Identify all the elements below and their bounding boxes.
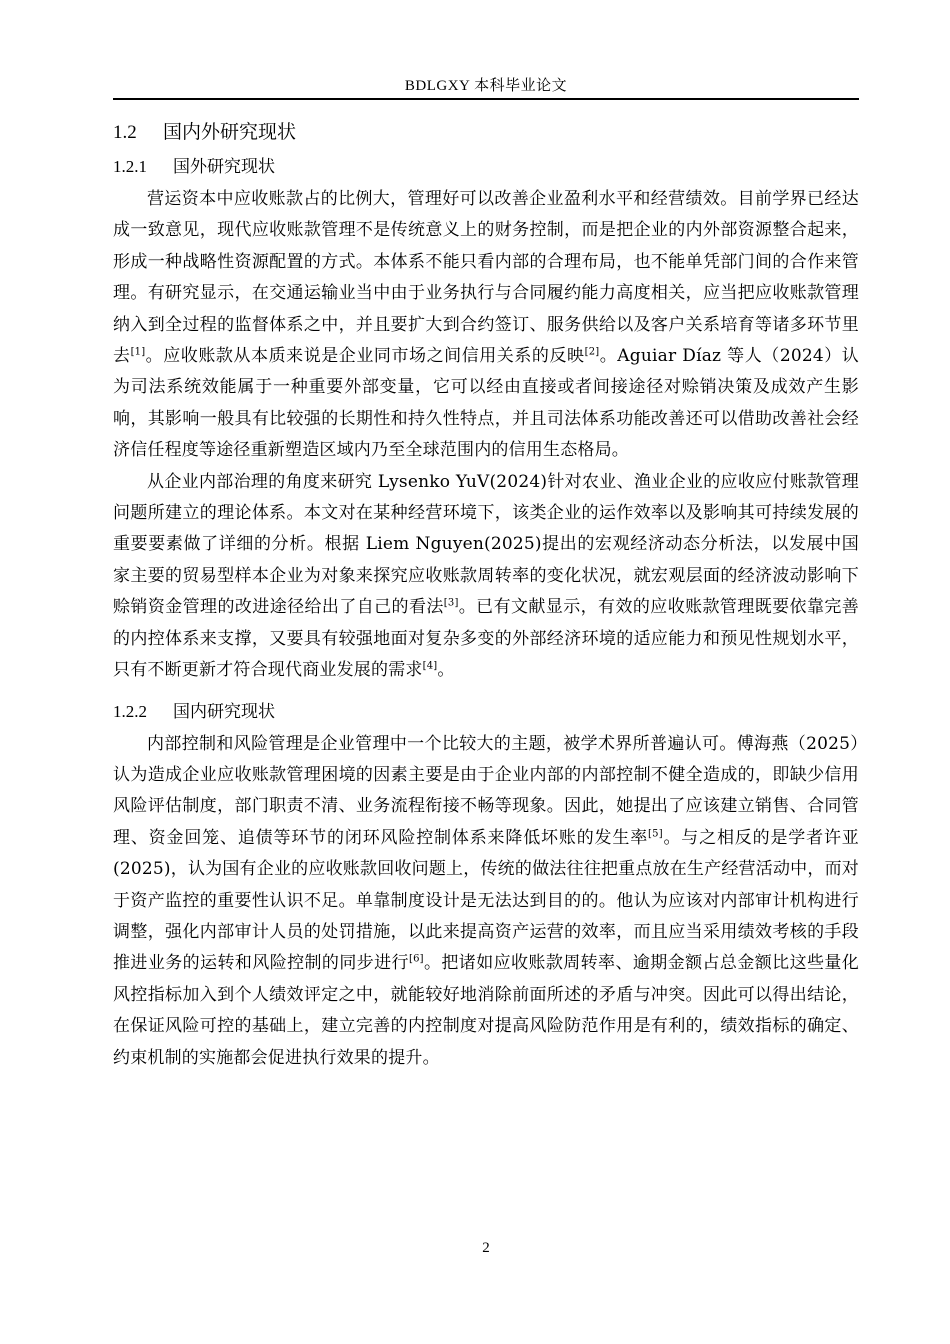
section-number: 1.2 xyxy=(113,122,137,143)
text-run: 营运资本中应收账款占的比例大，管理好可以改善企业盈利水平和经营绩效。目前学界已经达成一致意见，现代应收账款管理不是传统意义上的财务控制，而是把企业的内外部资源整合起来，形成一种战略性资源配置的方式。本体系不能只看内部的合理布局，也不能单凭部门间的合作来管理。有研究显示，在交通运输业当中由于业务执行与合同履约能力高度相关，应当把应收账款管理纳入到全过程的监督体系之中，并且要扩大到合约签订、服务供给以及客户关系培育等诸多环节里去 xyxy=(113,189,859,367)
text-run: 。把诸如应收账款周转率、逾期金额占总金额比这些量化风控指标加入到个人绩效评定之中，就能较好地消除前面所述的矛盾与冲突。因此可以得出结论，在保证风险可控的基础上，建立完善的内控制度对提高风险防范作用是有利的，绩效指标的确定、约束机制的实施都会促进执行效果的提升。 xyxy=(113,953,860,1068)
text-run: 。与之相反的是学者许亚(2025)，认为国有企业的应收账款回收问题上，传统的做法往往把重点放在生产经营活动中，而对于资产监控的重要性认识不足。单靠制度设计是无法达到目的的。他认为应该对内部审计机构进行调整，强化内部审计人员的处罚措施，以此来提高资产运营的效率，而且应当采用绩效考核的手段推进业务的运转和风险控制的同步进行 xyxy=(113,827,859,974)
section-heading xyxy=(113,114,859,150)
citation: [6] xyxy=(408,953,424,965)
citation: [2] xyxy=(584,346,600,358)
subsection-title: 国外研究现状 xyxy=(173,157,275,177)
text-run: 。已有文献显示，有效的应收账款管理既要依靠完善的内控体系来支撑，又要具有较强地面对复杂多变的外部经济环境的适应能力和预见性规划水平，只有不断更新才符合现代商业发展的需求 xyxy=(113,597,859,681)
text-run: 。应收账款从本质来说是企业同市场之间信用关系的反映 xyxy=(145,346,585,367)
subsection-heading xyxy=(113,695,859,729)
citation: [3] xyxy=(443,597,459,609)
subsection-heading xyxy=(113,150,859,184)
text-run: 。 xyxy=(437,660,455,681)
text-run: 。Aguiar Díaz 等人（2024）认为司法系统效能属于一种重要外部变量，它可以经由直接或者间接途径对赊销决策及成效产生影响，其影响一般具有比较强的长期性和持久性特点，并且司法体系功能改善还可以借助改善社会经济信任程度等途径重新塑造区域内乃至全球范围内的信用生态格局。 xyxy=(113,346,860,461)
text-run: 内部控制和风险管理是企业管理中一个比较大的主题，被学术界所普遍认可。傅海燕（2025）认为造成企业应收账款管理困境的因素主要是由于企业内部的内部控制不健全造成的，即缺少信用风险评估制度，部门职责不清、业务流程衔接不畅等现象。因此，她提出了应该建立销售、合同管理、资金回笼、追债等环节的闭环风险控制体系来降低坏账的发生率 xyxy=(113,733,859,848)
page-number: 2 xyxy=(482,1240,490,1256)
section-title: 国内外研究现状 xyxy=(163,121,297,143)
subsection-title: 国内研究现状 xyxy=(173,701,275,722)
paragraph xyxy=(113,729,859,1074)
text-run: 从企业内部治理的角度来研究 Lysenko YuV(2024)针对农业、渔业企业的应收应付账款管理问题所建立的理论体系。本文对在某种经营环境下，该类企业的运作效率以及影响其可持续发展的重要要素做了详细的分析。根据 Liem Nguyen(2025)提出的宏观经济动态分析法，以发展中国家主要的贸易型样本企业为对象来探究应收账款周转率的变化状况，就宏观层面的经济波动影响下赊销资金管理的改进途径给出了自己的看法 xyxy=(113,471,859,618)
header-divider xyxy=(113,98,859,100)
citation: [4] xyxy=(422,660,438,672)
page-content xyxy=(113,114,859,1074)
paragraph xyxy=(113,184,859,467)
running-header: BDLGXY 本科毕业论文 xyxy=(404,78,568,94)
citation: [1] xyxy=(130,346,146,358)
paragraph xyxy=(113,467,859,687)
subsection-number: 1.2.1 xyxy=(113,157,147,176)
citation: [5] xyxy=(648,828,663,840)
subsection-number: 1.2.2 xyxy=(113,701,147,721)
